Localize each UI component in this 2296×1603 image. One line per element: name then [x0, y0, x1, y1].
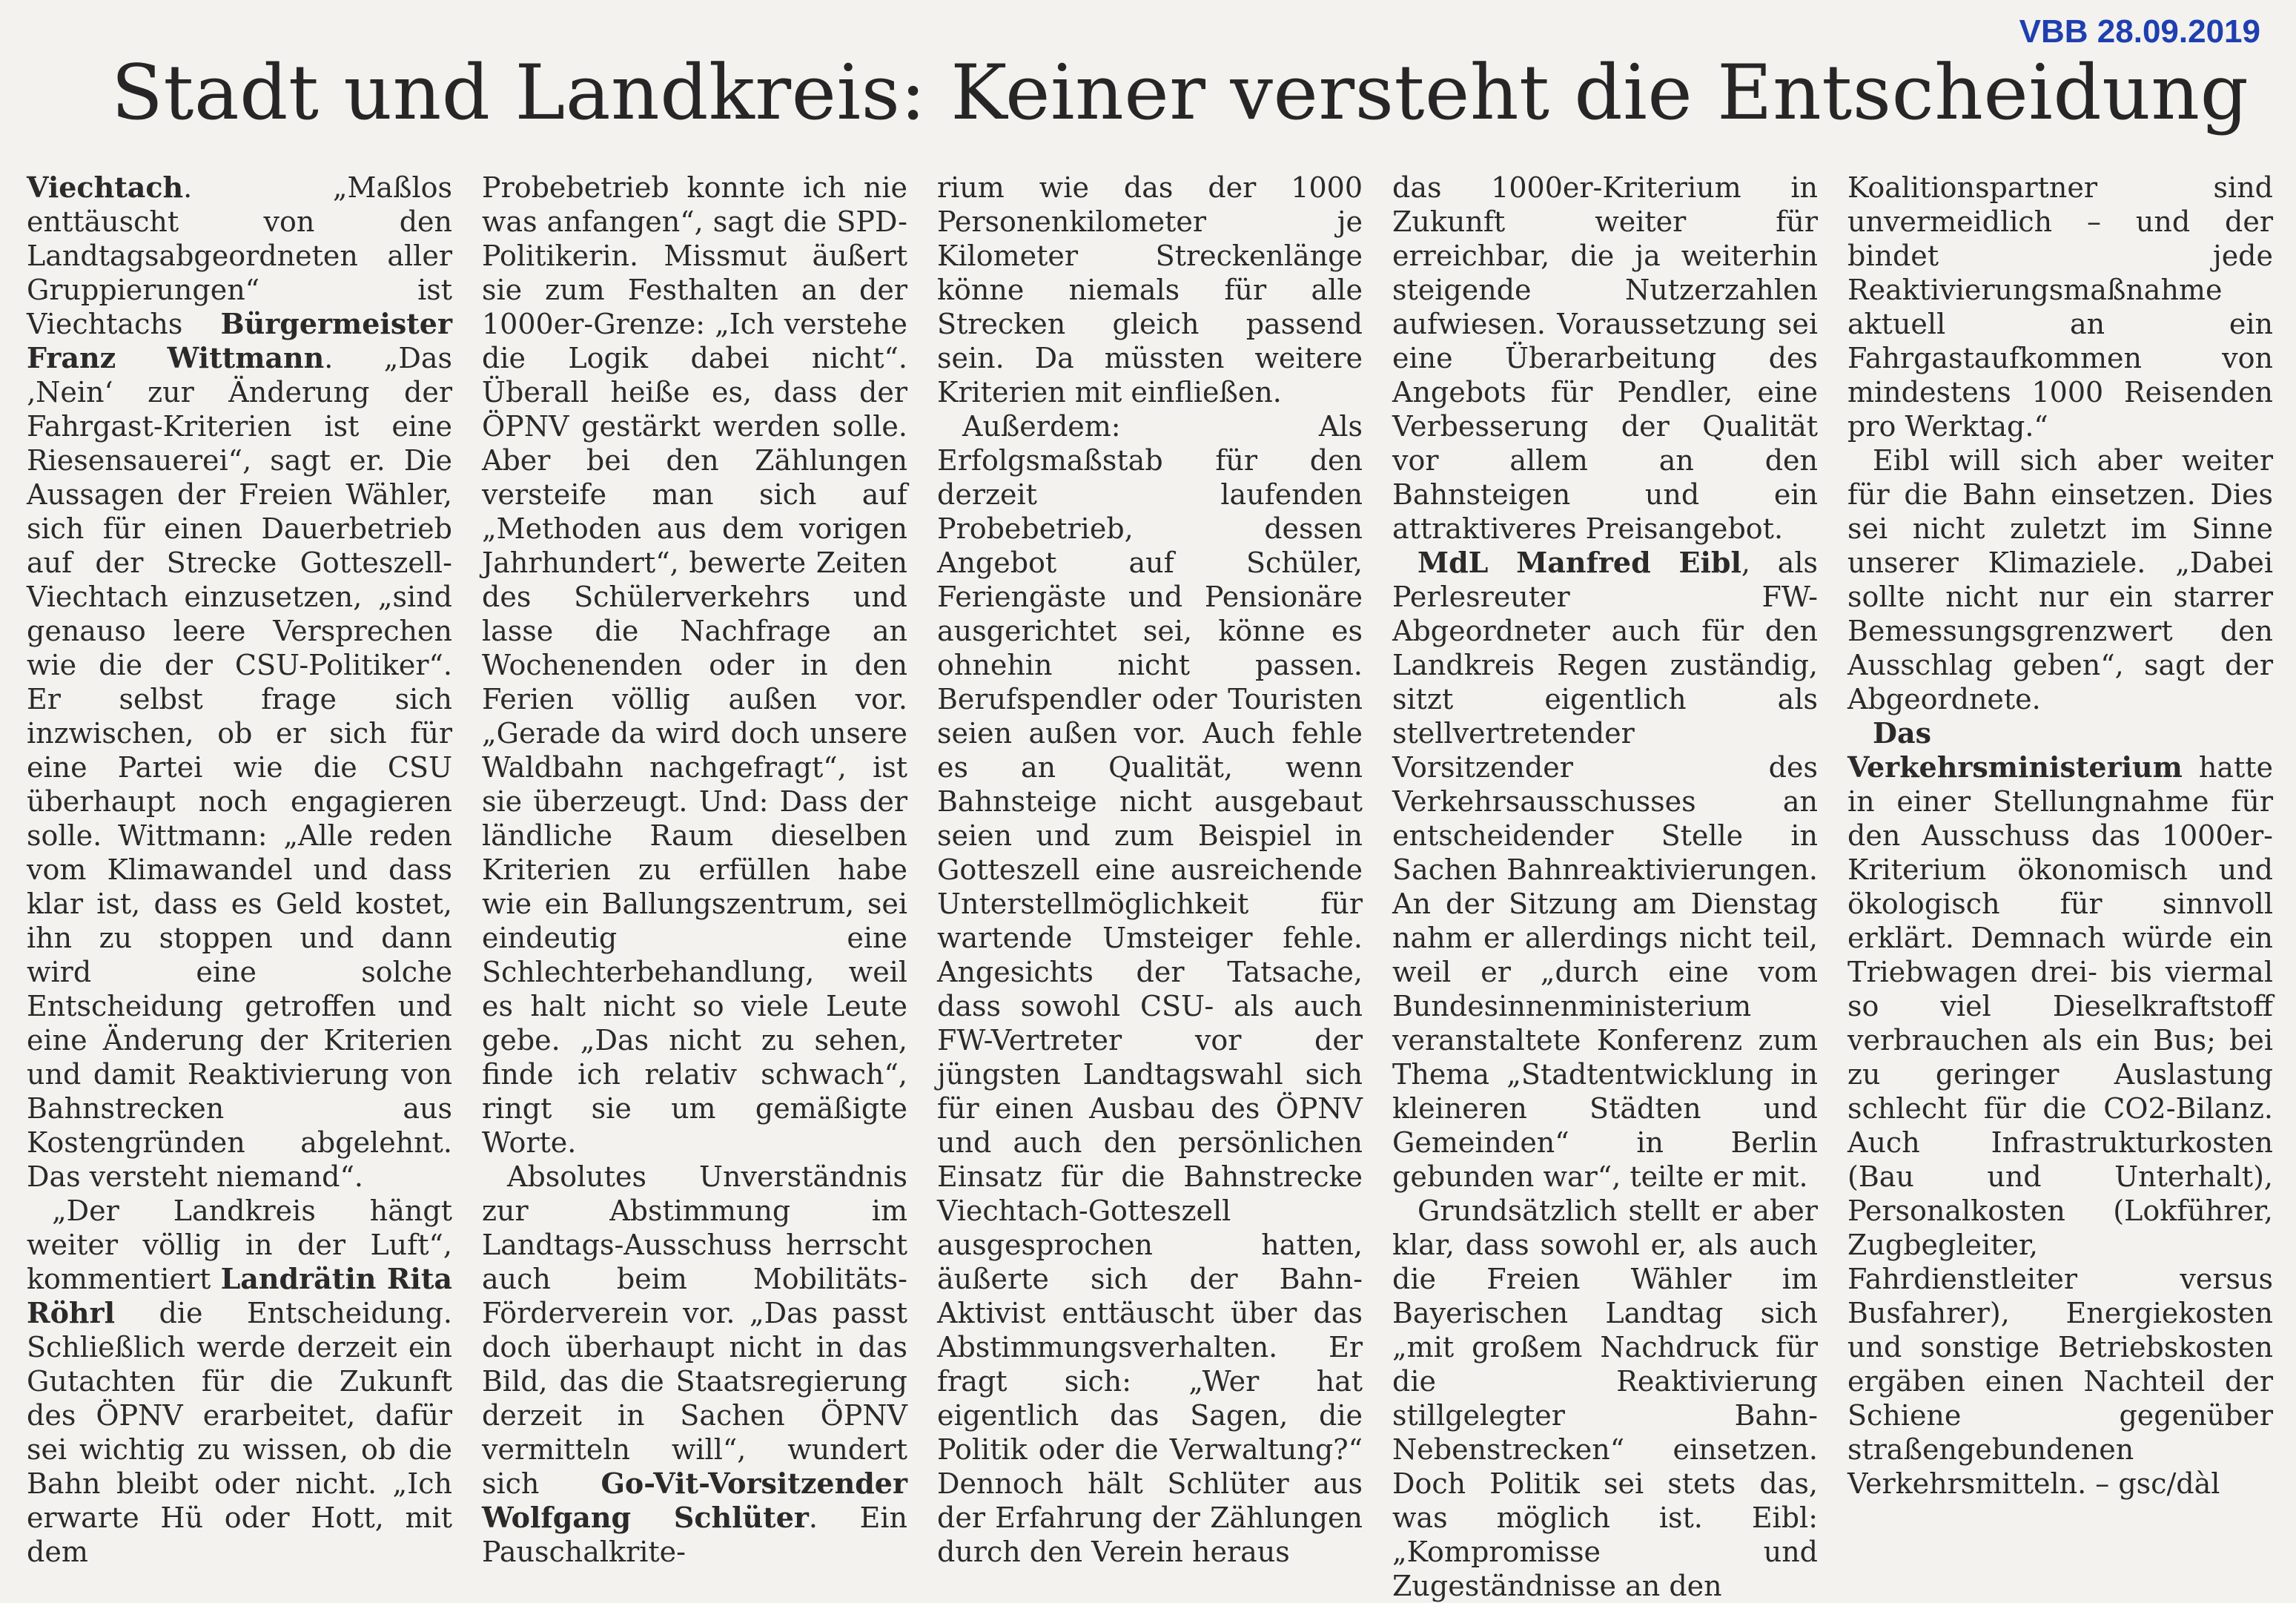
text-run: Grundsätzlich stellt er aber klar, dass sowohl er, als auch die Freien Wähler im Bayerischen Landtag sich „mit großem Nachdruck für die Reaktivierung stillgelegter Bahn-Nebenstrecken“ einsetzen. Doch Politik sei stets das, was möglich ist. Eibl: „Kompromisse und Zugeständnisse an den: [1392, 1194, 1818, 1602]
paragraph: [937, 409, 1363, 1569]
article-headline: Stadt und Landkreis: Keiner versteht die Entscheidung: [111, 49, 2249, 137]
text-run: . „Maßlos enttäuscht von den Landtagsabgeordneten aller Gruppierungen“ ist Viechtachs: [27, 171, 452, 340]
column-2: [482, 171, 907, 1568]
text-run: „Der Landkreis hängt weiter völlig in der Luft“, kommentiert: [27, 1194, 452, 1295]
bold-name: MdL Manfred Eibl: [1417, 546, 1741, 579]
text-run: Eibl will sich aber weiter für die Bahn einsetzen. Dies sei nicht zuletzt im Sinne unserer Klimaziele. „Dabei sollte nicht nur ein starrer Bemessungsgrenzwert den Ausschlag geben“, sagt der Abgeordnete.: [1847, 444, 2273, 715]
paragraph: [1392, 1194, 1818, 1603]
article-body: [27, 171, 2273, 1602]
text-run: das 1000er-Kriterium in Zukunft weiter für erreichbar, die ja weiterhin steigende Nutzerzahlen aufwiesen. Voraussetzung sei eine Überarbeitung des Angebots für Pendler, eine Verbesserung der Qualität vor allem an den Bahnsteigen und ein attraktiveres Preisangebot.: [1392, 171, 1818, 545]
bold-name: Landrätin Rita Röhrl: [27, 1262, 453, 1329]
text-run: Absolutes Unverständnis zur Abstimmung im Landtags-Ausschuss herrscht auch beim Mobilitäts-Förderverein vor. „Das passt doch überhaupt nicht in das Bild, das die Staatsregierung derzeit in Sachen ÖPNV vermitteln will“, wundert sich: [482, 1160, 907, 1500]
bold-name: Bürgermeister Franz Wittmann: [27, 307, 452, 374]
text-run: , als Perlesreuter FW-Abgeordneter auch für den Landkreis Regen zuständig, sitzt eigentlich als stellvertretender Vorsitzender des Verkehrsausschusses an entscheidender Stelle in Sachen Bahnreaktivierungen. An der Sitzung am Dienstag nahm er allerdings nicht teil, weil er „durch eine vom Bundesinnenministerium veranstaltete Konferenz zum Thema „Stadtentwicklung in kleineren Städten und Gemeinden“ in Berlin gebunden war“, teilte er mit.: [1392, 546, 1818, 1193]
bold-name: Viechtach: [27, 171, 184, 204]
column-3: [937, 171, 1363, 1568]
paragraph: [1392, 546, 1818, 1194]
bold-name: Go-Vit-Vorsitzender Wolfgang Schlüter: [482, 1467, 907, 1534]
paragraph: [1847, 716, 2273, 1501]
paragraph: [1847, 171, 2273, 443]
text-run: Probebetrieb konnte ich nie was anfangen“, sagt die SPD-Politikerin. Missmut äußert sie zum Festhalten an der 1000er-Grenze: „Ich verstehe die Logik dabei nicht“. Überall heiße es, dass der ÖPNV gestärkt werden solle. Aber bei den Zählungen versteife man sich auf „Methoden aus dem vorigen Jahrhundert“, bewerte Zeiten des Schülerverkehrs und lasse die Nachfrage an Wochenenden oder in den Ferien völlig außen vor. „Gerade da wird doch unsere Waldbahn nachgefragt“, ist sie überzeugt. Und: Dass der ländliche Raum dieselben Kriterien zu erfüllen habe wie ein Ballungszentrum, sei eindeutig eine Schlechterbehandlung, weil es halt nicht so viele Leute gebe. „Das nicht zu sehen, finde ich relativ schwach“, ringt sie um gemäßigte Worte.: [482, 171, 907, 1159]
text-run: hatte in einer Stellungnahme für den Ausschuss das 1000er-Kriterium ökonomisch und ökologisch für sinnvoll erklärt. Demnach würde ein Triebwagen drei- bis viermal so viel Dieselkraftstoff verbrauchen als ein Bus; bei zu geringer Auslastung schlecht für die CO2-Bilanz. Auch Infrastrukturkosten (Bau und Unterhalt), Personalkosten (Lokführer, Zugbegleiter, Fahrdienstleiter versus Busfahrer), Energiekosten und sonstige Betriebskosten ergäben einen Nachteil der Schiene gegenüber straßengebundenen Verkehrsmitteln. – gsc/dàl: [1847, 751, 2273, 1500]
text-run: . „Das ‚Nein‘ zur Änderung der Fahrgast-Kriterien ist eine Riesensauerei“, sagt er. Die Aussagen der Freien Wähler, sich für einen Dauerbetrieb auf der Strecke Gotteszell-Viechtach einzusetzen, „sind genauso leere Versprechen wie die der CSU-Politiker“. Er selbst frage sich inzwischen, ob er sich für eine Partei wie die CSU überhaupt noch engagieren solle. Wittmann: „Alle reden vom Klimawandel und dass klar ist, dass es Geld kostet, ihn zu stoppen und dann wird eine solche Entscheidung getroffen und eine Änderung der Kriterien und damit Reaktivierung von Bahnstrecken aus Kostengründen abgelehnt. Das versteht niemand“.: [27, 342, 452, 1193]
paragraph: [482, 1160, 907, 1569]
column-5: [1847, 171, 2273, 1500]
text-run: die Entscheidung. Schließlich werde derzeit ein Gutachten für die Zukunft des ÖPNV erarbeitet, dafür sei wichtig zu wissen, ob die Bahn bleibt oder nicht. „Ich erwarte Hü oder Hott, mit dem: [27, 1297, 452, 1568]
paragraph: [1392, 171, 1818, 546]
paragraph: [482, 171, 907, 1160]
paragraph: [1847, 443, 2273, 716]
paragraph: [27, 1194, 452, 1569]
text-run: . Ein Pauschalkrite-: [482, 1501, 907, 1568]
text-run: Koalitionspartner sind unvermeidlich – und der bindet jede Reaktivierungsmaßnahme aktuell an ein Fahrgastaufkommen von mindestens 1000 Reisenden pro Werktag.“: [1847, 171, 2273, 443]
column-1: [27, 171, 453, 1568]
text-run: Außerdem: Als Erfolgsmaßstab für den derzeit laufenden Probebetrieb, dessen Angebot auf Schüler, Feriengäste und Pensionäre ausgerichtet sei, könne es ohnehin nicht passen. Berufspendler oder Touristen seien außen vor. Auch fehle es an Qualität, wenn Bahnsteige nicht ausgebaut seien und zum Beispiel in Gotteszell eine ausreichende Unterstellmöglichkeit für wartende Umsteiger fehle. Angesichts der Tatsache, dass sowohl CSU- als auch FW-Vertreter vor der jüngsten Landtagswahl sich für einen Ausbau des ÖPNV und auch den persönlichen Einsatz für die Bahnstrecke Viechtach-Gotteszell ausgesprochen hatten, äußerte sich der Bahn-Aktivist enttäuscht über das Abstimmungsverhalten. Er fragt sich: „Wer hat eigentlich das Sagen, die Politik oder die Verwaltung?“ Dennoch hält Schlüter aus der Erfahrung der Zählungen durch den Verein heraus: [937, 410, 1363, 1568]
source-stamp: VBB 28.09.2019: [2019, 13, 2260, 50]
paragraph: [937, 171, 1363, 409]
paragraph: [27, 171, 452, 1194]
bold-name: Das Verkehrsministerium: [1847, 716, 2183, 784]
column-4: [1392, 171, 1818, 1602]
text-run: rium wie das der 1000 Personenkilometer je Kilometer Streckenlänge könne niemals für alle Strecken gleich passend sein. Da müssten weitere Kriterien mit einfließen.: [937, 171, 1363, 409]
